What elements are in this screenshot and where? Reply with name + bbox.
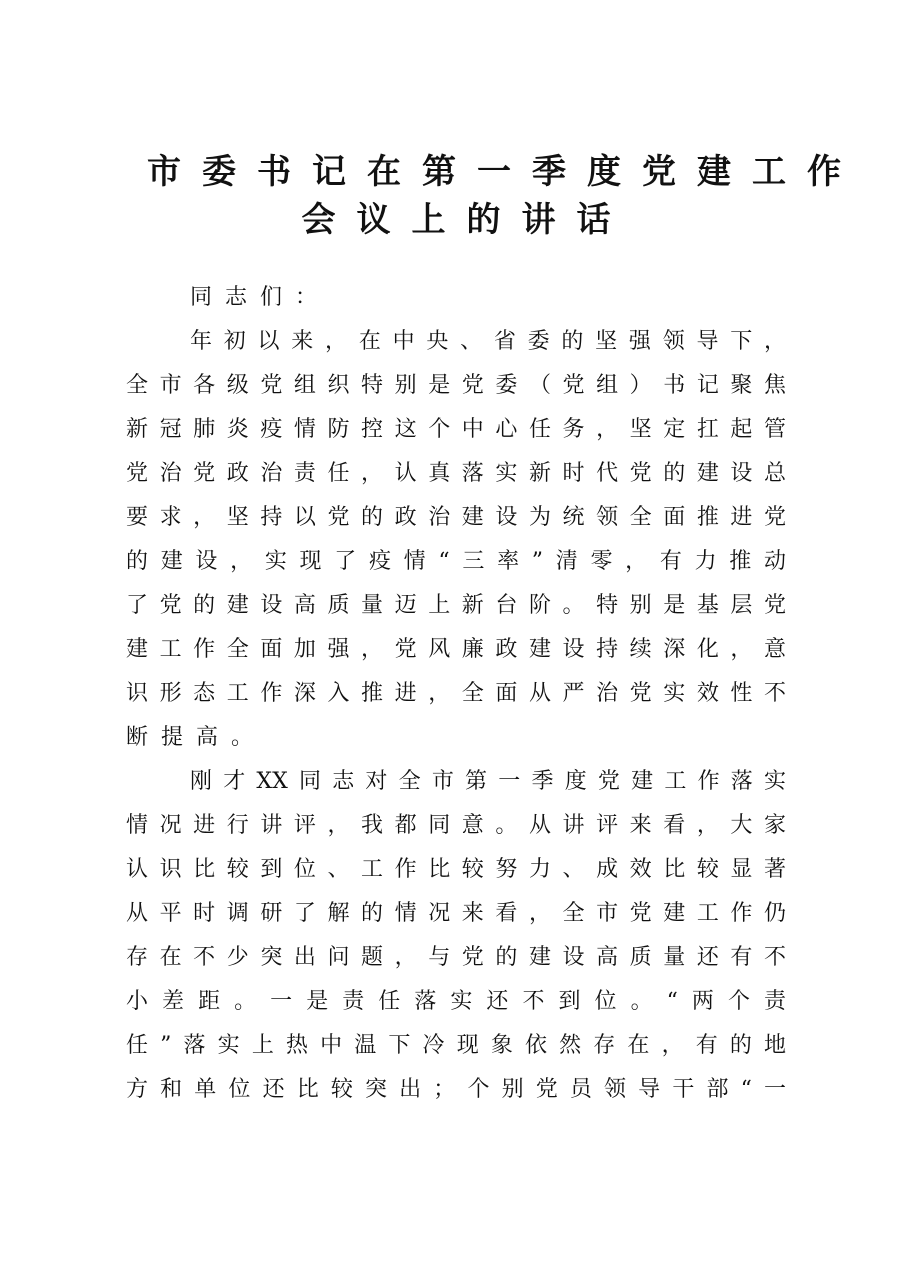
document-title <box>126 148 862 244</box>
paragraph-line: 建工作全面加强，党风廉政建设持续深化，意 <box>126 637 786 662</box>
paragraph-line: 年初以来，在中央、省委的坚强领导下， <box>190 329 786 354</box>
paragraph-line: 党治党政治责任，认真落实新时代党的建设总 <box>126 461 786 486</box>
salutation: 同志们： <box>190 285 331 310</box>
paragraph-line: 了党的建设高质量迈上新台阶。特别是基层党 <box>126 593 786 618</box>
paragraph-line: 从平时调研了解的情况来看，全市党建工作仍 <box>126 901 786 926</box>
paragraph-line: 刚才XX同志对全市第一季度党建工作落实 <box>190 769 786 794</box>
paragraph-line: 全市各级党组织特别是党委（党组）书记聚焦 <box>126 373 786 398</box>
paragraph-2 <box>126 760 786 1112</box>
paragraph-line: 任”落实上热中温下冷现象依然存在，有的地 <box>126 1033 786 1058</box>
paragraph-line: 的建设，实现了疫情“三率”清零，有力推动 <box>126 549 786 574</box>
document-body <box>126 276 786 1112</box>
paragraph-line: 要求，坚持以党的政治建设为统领全面推进党 <box>126 505 786 530</box>
paragraph-1 <box>126 320 786 760</box>
paragraph-line: 识形态工作深入推进，全面从严治党实效性不 <box>126 681 786 706</box>
paragraph-line: 小差距。一是责任落实还不到位。“两个责 <box>126 989 786 1014</box>
title-line-1: 市委书记在第一季度党建工作 <box>147 152 862 192</box>
paragraph-line: 认识比较到位、工作比较努力、成效比较显著 <box>126 857 786 882</box>
paragraph-line: 情况进行讲评，我都同意。从讲评来看，大家 <box>126 813 786 838</box>
paragraph-line: 存在不少突出问题，与党的建设高质量还有不 <box>126 945 786 970</box>
paragraph-line: 新冠肺炎疫情防控这个中心任务，坚定扛起管 <box>126 417 786 442</box>
title-line-2: 会议上的讲话 <box>301 200 632 240</box>
paragraph-line: 方和单位还比较突出；个别党员领导干部“一 <box>126 1077 786 1102</box>
paragraph-line: 断提高。 <box>126 725 267 750</box>
